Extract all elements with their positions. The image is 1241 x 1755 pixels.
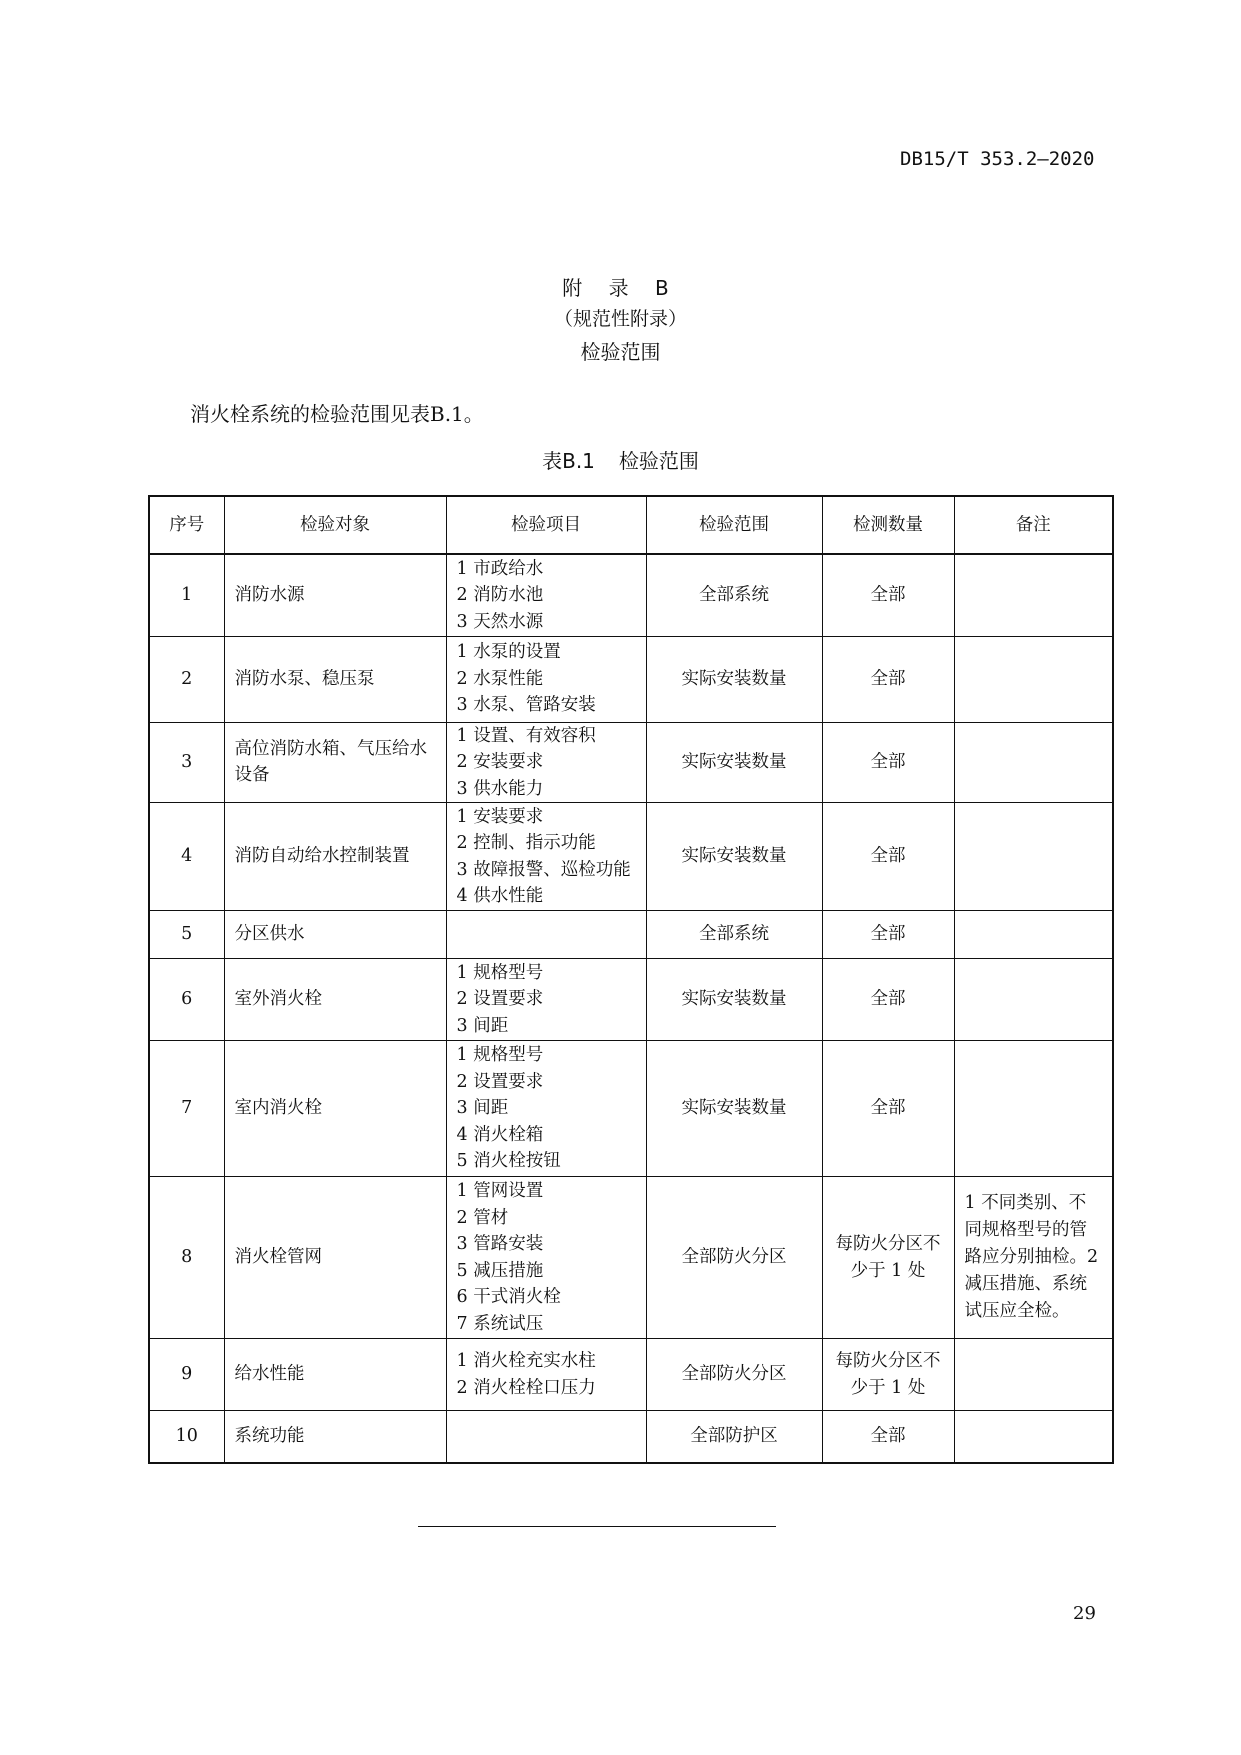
cell-note [954, 911, 1113, 959]
cell-range: 实际安装数量 [646, 803, 822, 911]
cell-note [954, 1411, 1113, 1463]
cell-items [446, 1041, 646, 1177]
cell-range: 实际安装数量 [646, 636, 822, 722]
inspection-item: 1 消火栓充实水柱 [456, 1351, 596, 1371]
inspection-item: 2 控制、指示功能 [456, 833, 596, 853]
cell-no: 8 [149, 1177, 224, 1339]
cell-range: 全部系统 [646, 911, 822, 959]
inspection-item: 1 规格型号 [456, 962, 544, 983]
cell-quantity: 全部 [822, 554, 954, 636]
table-row [149, 554, 1113, 636]
table-row [149, 636, 1113, 722]
inspection-item: 1 管网设置 [456, 1181, 544, 1201]
header-cell-quantity: 检测数量 [822, 496, 954, 554]
table-row [149, 1177, 1113, 1339]
cell-object: 高位消防水箱、气压给水设备 [224, 722, 446, 803]
cell-quantity: 全部 [822, 1041, 954, 1177]
table-caption-title: 检验范围 [618, 449, 699, 473]
cell-items [446, 1339, 646, 1411]
cell-no: 1 [149, 554, 224, 636]
cell-object: 消火栓管网 [224, 1177, 446, 1339]
inspection-item: 2 水泵性能 [456, 668, 544, 689]
cell-note [954, 959, 1113, 1041]
cell-note [954, 554, 1113, 636]
header-cell-items: 检验项目 [446, 496, 646, 554]
header-cell-range: 检验范围 [646, 496, 822, 554]
inspection-item: 4 消火栓箱 [456, 1124, 544, 1145]
cell-items [446, 554, 646, 636]
cell-quantity: 全部 [822, 1411, 954, 1463]
cell-items [446, 959, 646, 1041]
inspection-item: 5 减压措施 [456, 1260, 544, 1281]
inspection-item: 1 市政给水 [456, 558, 544, 579]
inspection-item: 1 水泵的设置 [456, 642, 561, 663]
inspection-item: 3 供水能力 [456, 778, 544, 799]
table-row [149, 959, 1113, 1041]
cell-quantity: 每防火分区不少于 1 处 [822, 1339, 954, 1411]
cell-no: 5 [149, 911, 224, 959]
intro-paragraph: 消火栓系统的检验范围见表B.1。 [190, 402, 484, 426]
table-caption-id: 表B.1 [542, 449, 595, 473]
cell-items [446, 1411, 646, 1463]
inspection-item: 5 消火栓按钮 [456, 1151, 561, 1172]
cell-range: 全部防火分区 [646, 1177, 822, 1339]
inspection-item: 3 间距 [456, 1015, 509, 1036]
end-rule [418, 1526, 776, 1527]
cell-range: 实际安装数量 [646, 1041, 822, 1177]
cell-quantity: 每防火分区不少于 1 处 [822, 1177, 954, 1339]
cell-note [954, 1339, 1113, 1411]
cell-object: 消防水源 [224, 554, 446, 636]
cell-object: 消防自动给水控制装置 [224, 803, 446, 911]
appendix-name: 检验范围 [580, 340, 661, 364]
inspection-item: 1 设置、有效容积 [456, 725, 596, 746]
inspection-item: 1 规格型号 [456, 1045, 544, 1066]
table-body [149, 554, 1113, 1463]
cell-note [954, 636, 1113, 722]
inspection-item: 2 消火栓栓口压力 [456, 1377, 596, 1398]
table-row [149, 722, 1113, 803]
appendix-title: 附 录 B [562, 276, 679, 300]
page-number: 29 [1073, 1603, 1096, 1624]
table-row [149, 1339, 1113, 1411]
cell-note: 1 不同类别、不同规格型号的管路应分别抽检。2 减压措施、系统试压应全检。 [954, 1177, 1113, 1339]
inspection-item: 6 干式消火栓 [456, 1287, 561, 1307]
cell-no: 9 [149, 1339, 224, 1411]
cell-quantity: 全部 [822, 636, 954, 722]
cell-range: 实际安装数量 [646, 722, 822, 803]
cell-items [446, 722, 646, 803]
inspection-item: 3 管路安装 [456, 1234, 544, 1254]
inspection-item: 4 供水性能 [456, 886, 544, 906]
inspection-item: 2 管材 [456, 1207, 509, 1228]
inspection-item: 3 天然水源 [456, 611, 544, 632]
cell-items [446, 636, 646, 722]
cell-quantity: 全部 [822, 959, 954, 1041]
table-caption [0, 445, 1241, 474]
cell-quantity: 全部 [822, 911, 954, 959]
cell-object: 给水性能 [224, 1339, 446, 1411]
cell-no: 10 [149, 1411, 224, 1463]
cell-no: 7 [149, 1041, 224, 1177]
cell-note [954, 803, 1113, 911]
table-row [149, 803, 1113, 911]
cell-note [954, 1041, 1113, 1177]
cell-no: 2 [149, 636, 224, 722]
cell-range: 实际安装数量 [646, 959, 822, 1041]
header-cell-object: 检验对象 [224, 496, 446, 554]
inspection-scope-table [148, 495, 1114, 1464]
cell-no: 4 [149, 803, 224, 911]
inspection-item: 3 间距 [456, 1098, 509, 1119]
table-row [149, 1041, 1113, 1177]
header-cell-no: 序号 [149, 496, 224, 554]
inspection-item: 2 消防水池 [456, 585, 544, 605]
cell-items [446, 911, 646, 959]
inspection-item: 1 安装要求 [456, 806, 544, 827]
cell-object: 室内消火栓 [224, 1041, 446, 1177]
cell-no: 6 [149, 959, 224, 1041]
cell-range: 全部防护区 [646, 1411, 822, 1463]
cell-object: 系统功能 [224, 1411, 446, 1463]
cell-object: 消防水泵、稳压泵 [224, 636, 446, 722]
inspection-item: 7 系统试压 [456, 1313, 544, 1334]
table-row [149, 1411, 1113, 1463]
cell-object: 室外消火栓 [224, 959, 446, 1041]
cell-quantity: 全部 [822, 803, 954, 911]
inspection-item: 3 故障报警、巡检功能 [456, 859, 631, 880]
header-cell-note: 备注 [954, 496, 1113, 554]
inspection-item: 2 设置要求 [456, 1071, 544, 1092]
cell-object: 分区供水 [224, 911, 446, 959]
inspection-item: 2 安装要求 [456, 752, 544, 772]
cell-range: 全部防火分区 [646, 1339, 822, 1411]
cell-no: 3 [149, 722, 224, 803]
cell-quantity: 全部 [822, 722, 954, 803]
cell-items [446, 1177, 646, 1339]
cell-note [954, 722, 1113, 803]
table-row [149, 911, 1113, 959]
appendix-subtitle: （规范性附录） [553, 308, 687, 330]
document-code: DB15/T 353.2—2020 [900, 148, 1095, 170]
cell-items [446, 803, 646, 911]
cell-range: 全部系统 [646, 554, 822, 636]
inspection-item: 3 水泵、管路安装 [456, 695, 596, 716]
table-header-row [149, 496, 1113, 554]
inspection-item: 2 设置要求 [456, 989, 544, 1010]
